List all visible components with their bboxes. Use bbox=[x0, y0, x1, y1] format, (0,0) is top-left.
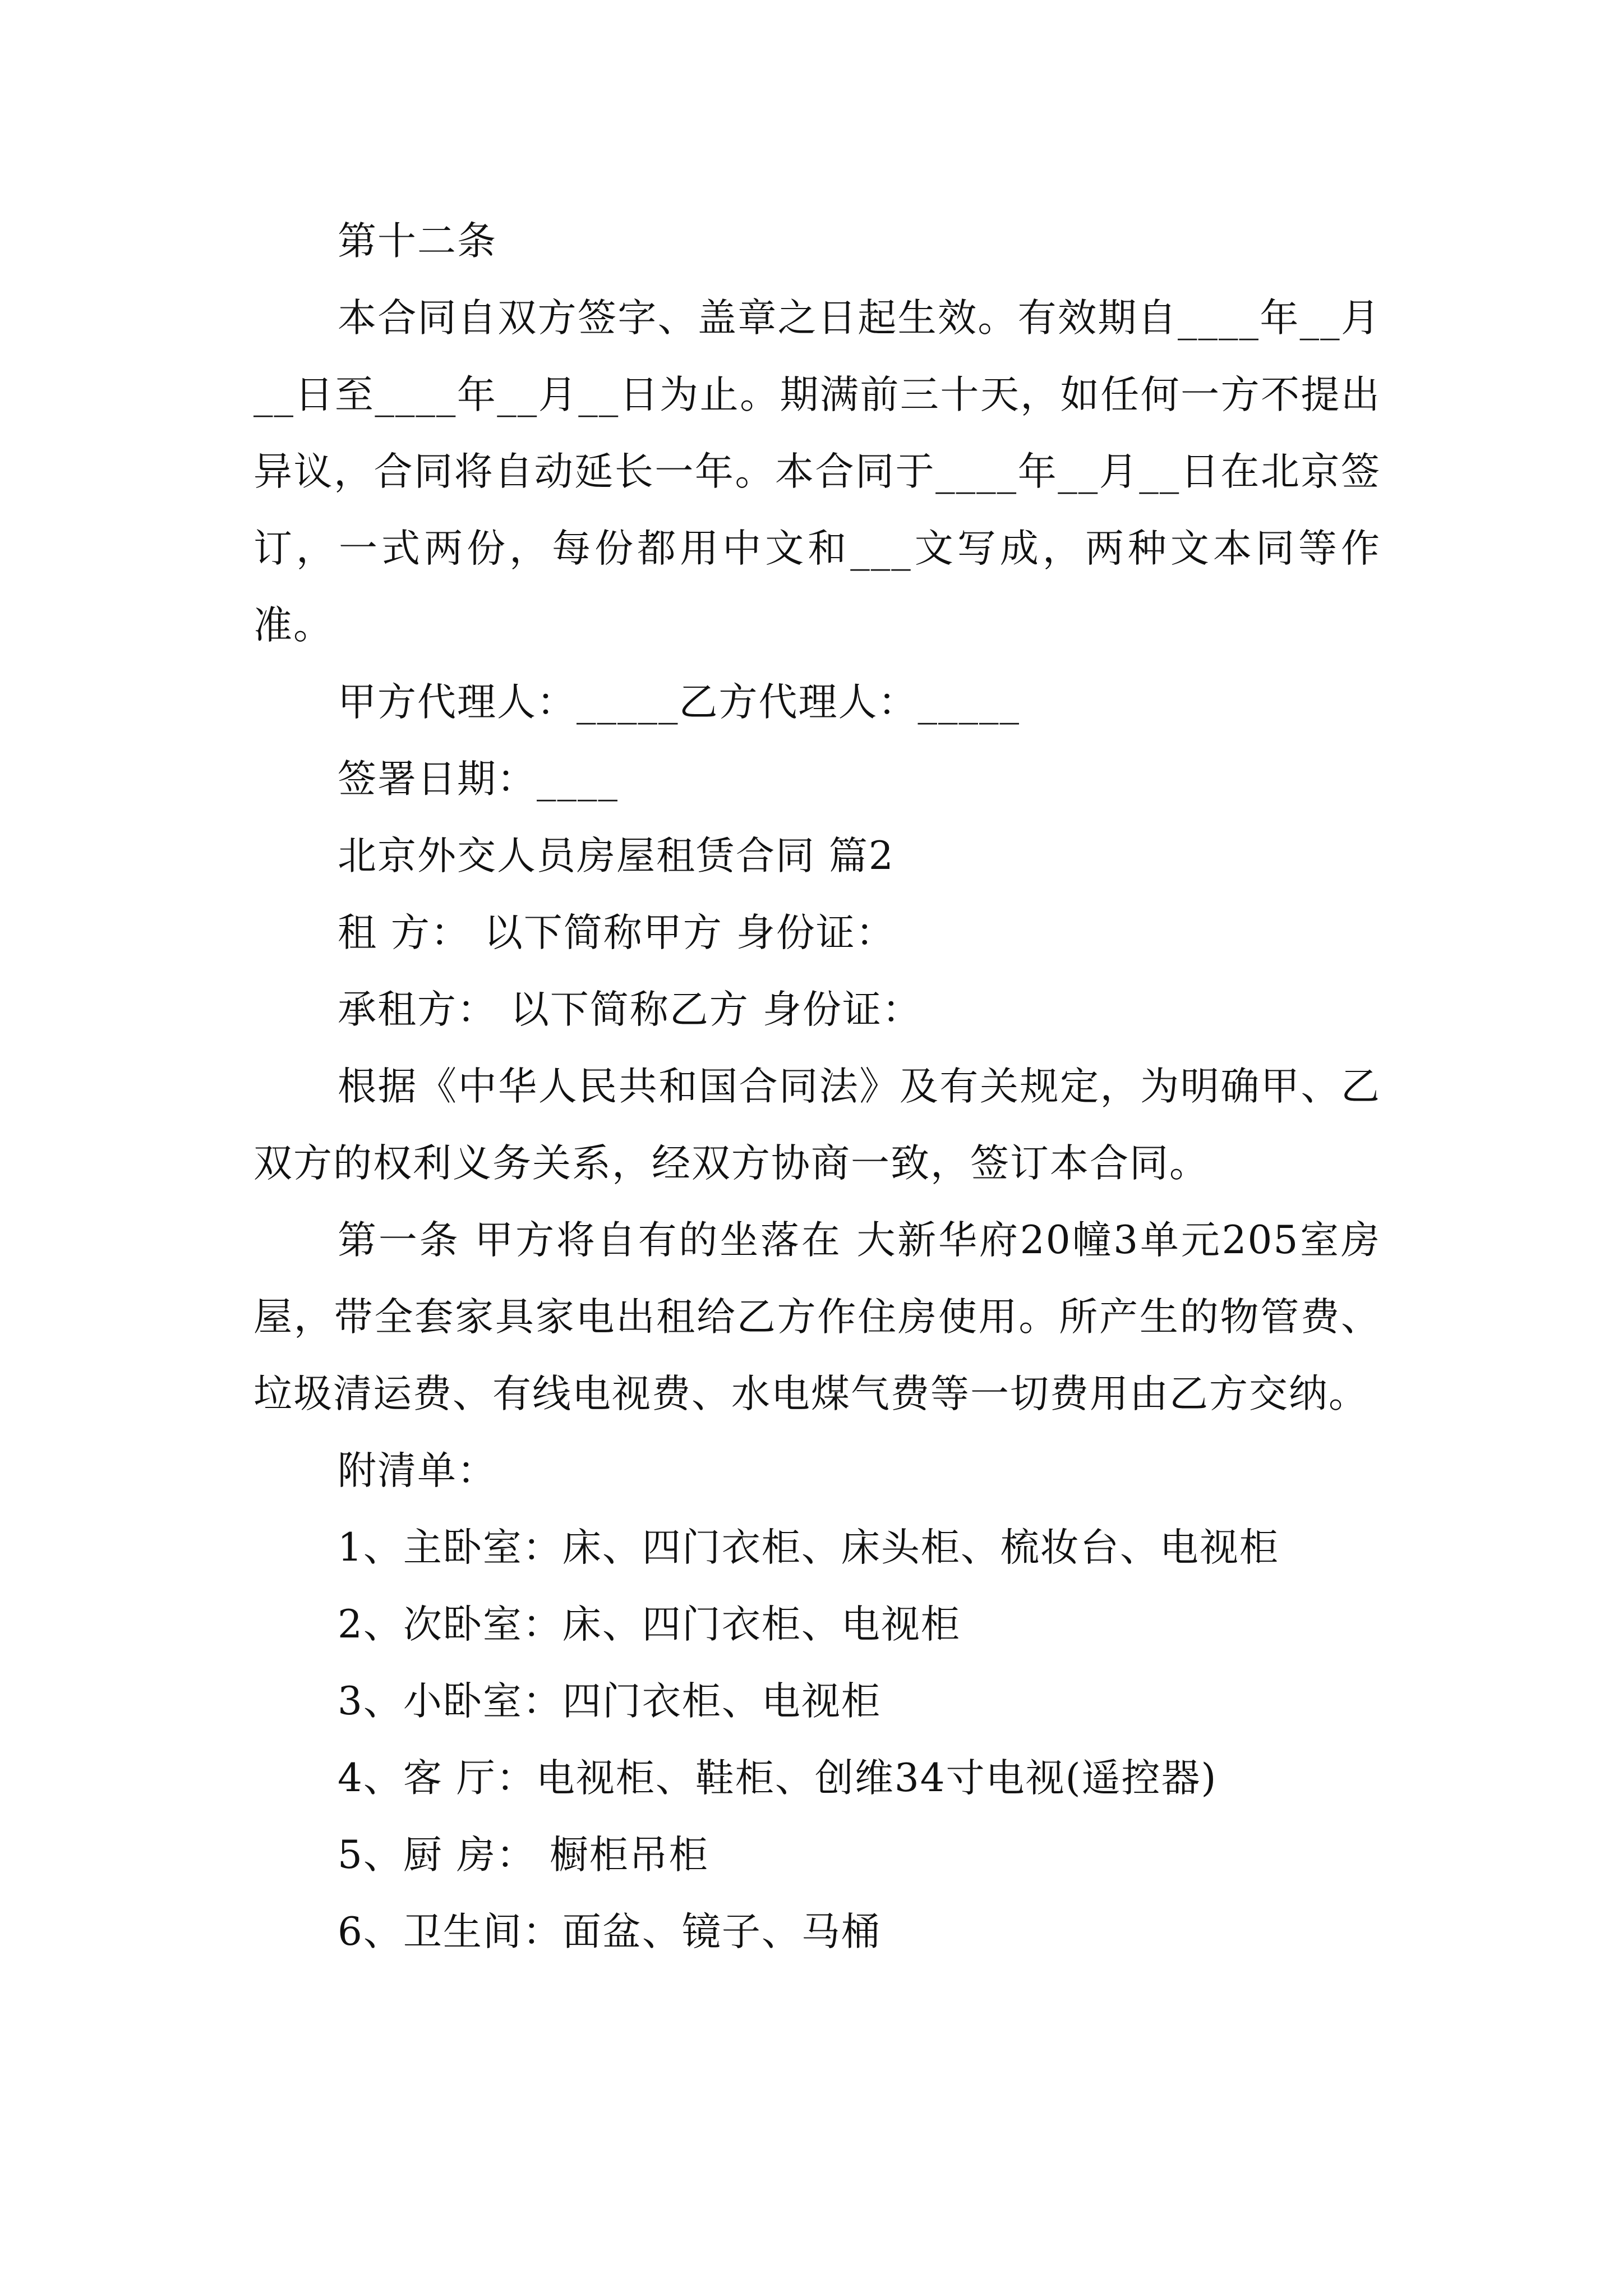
inventory-item: 5、厨 房： 橱柜吊柜 bbox=[338, 1833, 709, 1878]
inventory-item: 4、客 厅：电视柜、鞋柜、创维34寸电视(遥控器) bbox=[338, 1756, 1218, 1801]
inventory-item: 2、次卧室：床、四门衣柜、电视柜 bbox=[338, 1602, 961, 1647]
inventory-item: 6、卫生间：面盆、镜子、马桶 bbox=[338, 1910, 881, 1954]
lessee-line: 承租方： 以下简称乙方 身份证： bbox=[338, 987, 922, 1032]
article-1-paragraph: 第一条 甲方将自有的坐落在 大新华府20幢3单元205室房屋，带全套家具家电出租给乙方作住房使用。所产生的物管费、垃圾清运费、有线电视费、水电煤气费等一切费用由乙方交纳。 bbox=[253, 1218, 1381, 1416]
lessor-line: 租 方： 以下简称甲方 身份证： bbox=[338, 910, 896, 955]
inventory-item: 3、小卧室：四门衣柜、电视柜 bbox=[338, 1679, 881, 1724]
preamble-paragraph: 根据《中华人民共和国合同法》及有关规定，为明确甲、乙双方的权利义务关系，经双方协商一致，签订本合同。 bbox=[253, 1064, 1381, 1186]
article-12-heading: 第十二条 bbox=[338, 219, 497, 264]
agent-signature-line: 甲方代理人：_____乙方代理人：_____ bbox=[338, 680, 1020, 725]
document-body bbox=[253, 203, 1381, 1971]
inventory-heading: 附清单： bbox=[338, 1448, 497, 1493]
contract-title: 北京外交人员房屋租赁合同 篇2 bbox=[338, 834, 895, 878]
validity-clause: 本合同自双方签字、盖章之日起生效。有效期自____年__月__日至____年__月__日为止。期满前三十天，如任何一方不提出异议，合同将自动延长一年。本合同于____年__月__日在北京签订，一式两份，每份都用中文和___文写成，两种文本同等作准。 bbox=[253, 296, 1381, 648]
signing-date-line: 签署日期：____ bbox=[338, 757, 619, 802]
inventory-item: 1、主卧室：床、四门衣柜、床头柜、梳妆台、电视柜 bbox=[338, 1525, 1279, 1570]
